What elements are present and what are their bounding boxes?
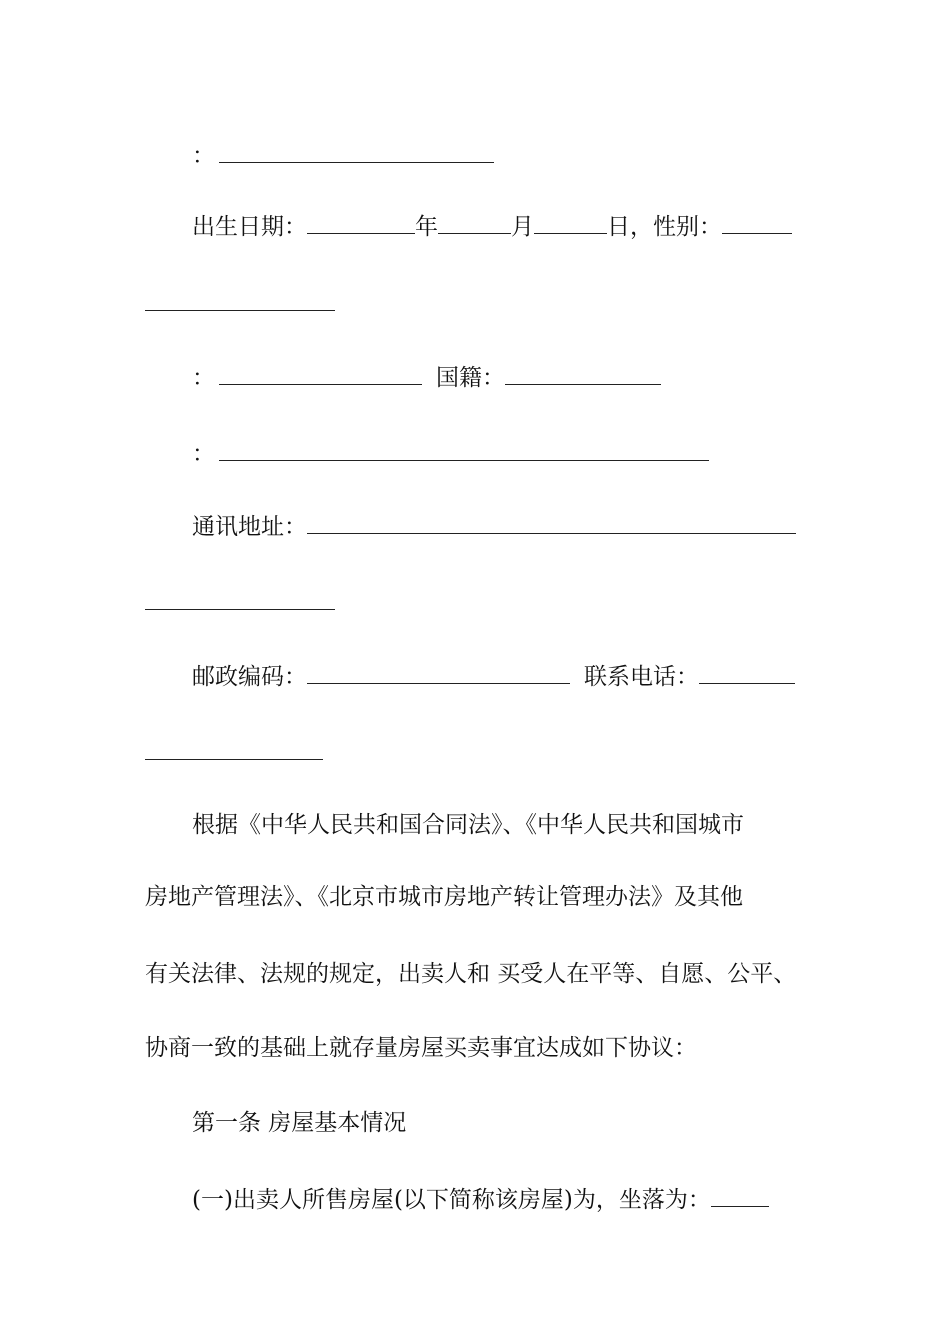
postcode-blank[interactable] bbox=[307, 661, 570, 684]
postcode-label: 邮政编码： bbox=[192, 664, 307, 690]
location-blank[interactable] bbox=[711, 1184, 769, 1207]
field-colon: ： bbox=[192, 441, 215, 467]
blank-field[interactable] bbox=[219, 438, 709, 461]
postcode-phone-line bbox=[192, 661, 795, 692]
birth-year-blank[interactable] bbox=[307, 211, 415, 234]
birth-month-blank[interactable] bbox=[438, 211, 511, 234]
birth-date-line bbox=[192, 211, 792, 242]
nationality-line bbox=[192, 362, 661, 393]
year-label: 年 bbox=[415, 214, 438, 240]
phone-blank-continued[interactable] bbox=[145, 759, 323, 760]
phone-label: 联系电话： bbox=[584, 664, 699, 690]
field-line-4 bbox=[192, 438, 709, 469]
field-colon: ： bbox=[192, 365, 215, 391]
phone-blank[interactable] bbox=[699, 661, 795, 684]
gender-blank[interactable] bbox=[722, 211, 792, 234]
paragraph-line: 协商一致的基础上就存量房屋买卖事宜达成如下协议： bbox=[145, 1035, 697, 1061]
article-item-text: (一)出卖人所售房屋(以下简称该房屋)为，坐落为： bbox=[192, 1187, 711, 1213]
article-title: 第一条 房屋基本情况 bbox=[192, 1110, 407, 1136]
nationality-label: 国籍： bbox=[436, 365, 505, 391]
birth-day-blank[interactable] bbox=[534, 211, 607, 234]
field-colon: ： bbox=[192, 143, 215, 169]
day-gender-label: 日，性别： bbox=[607, 214, 722, 240]
address-line bbox=[192, 511, 796, 542]
address-blank-continued[interactable] bbox=[145, 609, 335, 610]
paragraph-line: 房地产管理法》、《北京市城市房地产转让管理办法》及其他 bbox=[145, 884, 743, 910]
article-item-line bbox=[192, 1184, 769, 1215]
gender-blank-continued[interactable] bbox=[145, 310, 335, 311]
address-label: 通讯地址： bbox=[192, 514, 307, 540]
nationality-blank[interactable] bbox=[505, 362, 661, 385]
blank-field[interactable] bbox=[219, 362, 422, 385]
address-blank[interactable] bbox=[307, 511, 796, 534]
blank-field[interactable] bbox=[219, 140, 494, 163]
field-line-1 bbox=[192, 140, 494, 171]
paragraph-line: 有关法律、法规的规定，出卖人和 买受人在平等、自愿、公平、 bbox=[145, 961, 797, 987]
month-label: 月 bbox=[511, 214, 534, 240]
birth-date-label: 出生日期： bbox=[192, 214, 307, 240]
paragraph-line: 根据《中华人民共和国合同法》、《中华人民共和国城市 bbox=[192, 812, 744, 838]
